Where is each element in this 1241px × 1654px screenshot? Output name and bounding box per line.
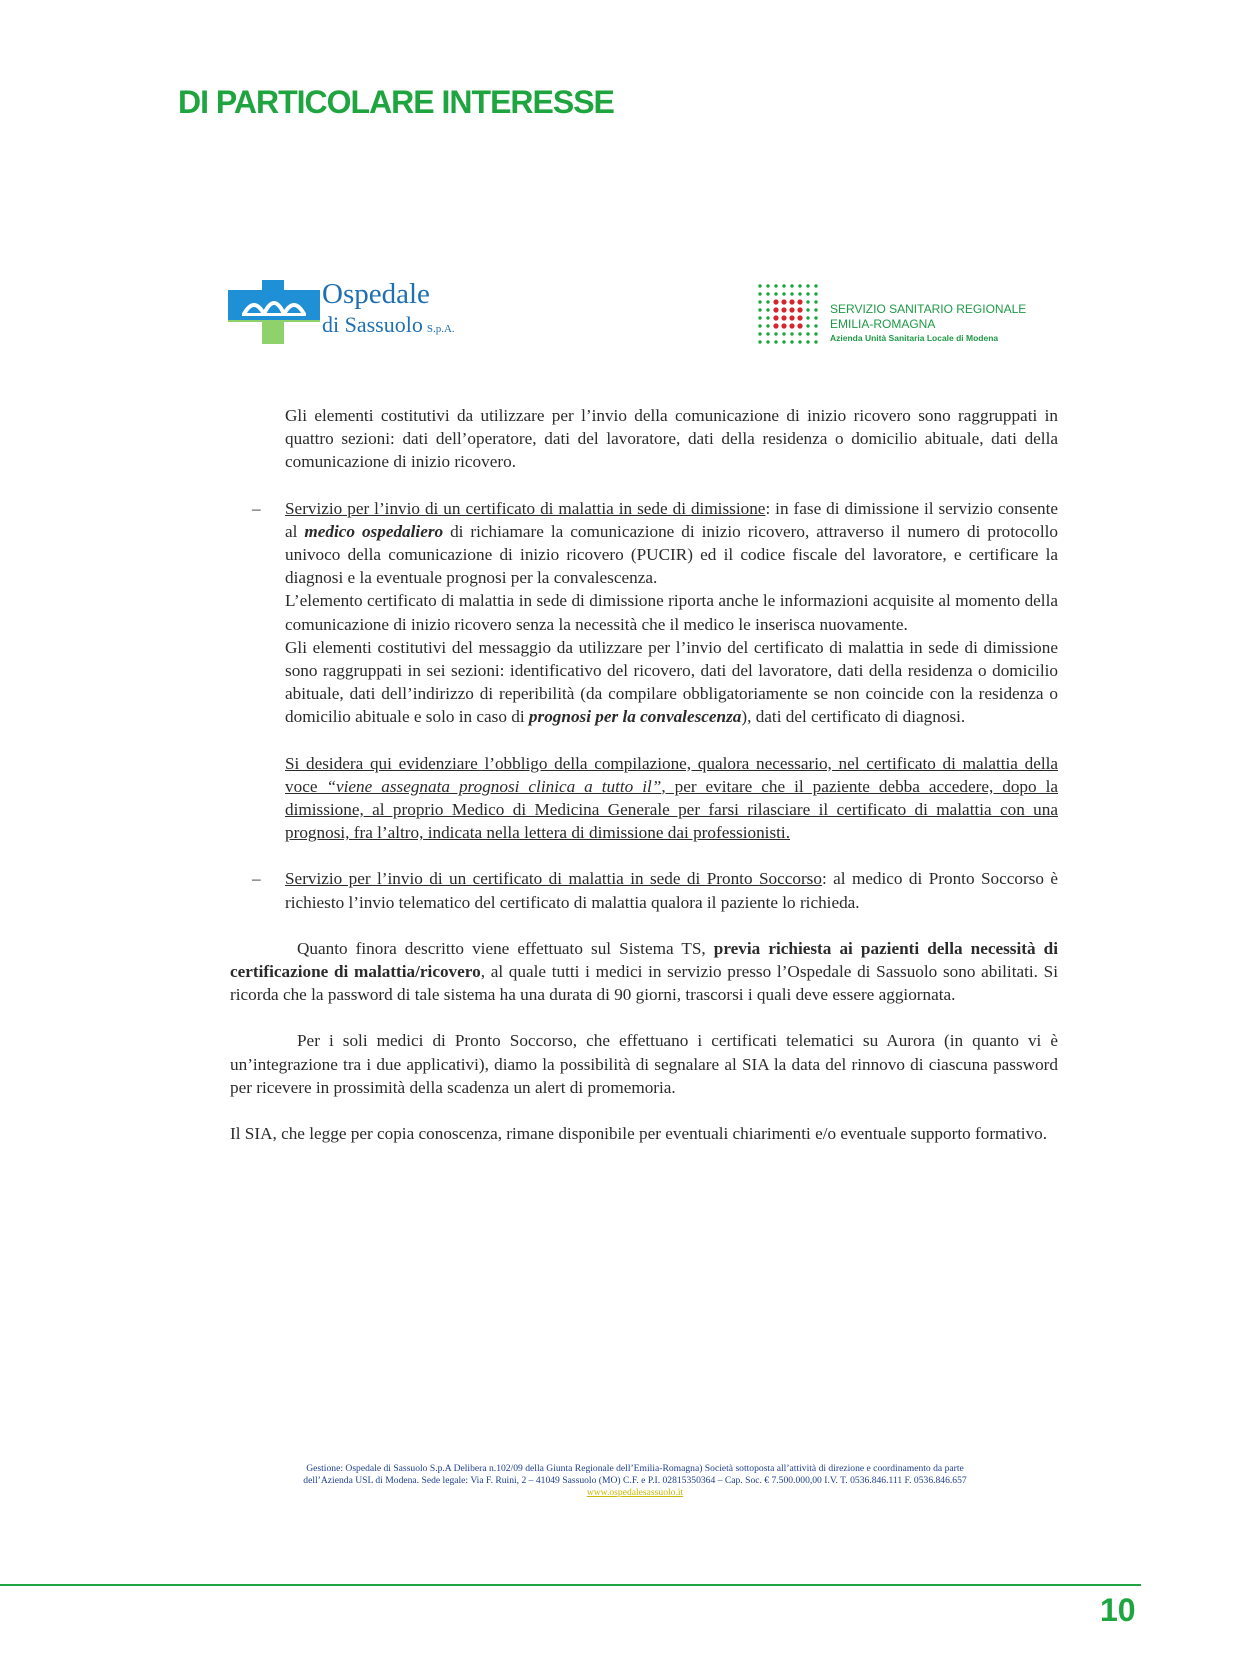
letterhead-footer <box>200 1463 1070 1499</box>
bullet-dimissione-text: Servizio per l’invio di un certificato di malattia in sede di dimissione: in fase di dimissione il servizio consente al medico ospedaliero di richiamare la comunicazione di inizio ricovero, attraverso il numero di protocollo univoco della comunicazione di inizio ricovero (PUCIR) ed il codice fiscale del lavoratore, e certificare la diagnosi e la eventuale prognosi per la convalescenza. <box>285 498 1058 588</box>
sia-paragraph: Il SIA, che legge per copia conoscenza, rimane disponibile per eventuali chiarimenti e/o eventuale supporto formativo. <box>230 1124 1048 1144</box>
logo-dot <box>789 307 794 312</box>
logo-dot <box>789 315 794 320</box>
bullet-dash: – <box>252 869 261 889</box>
logo-dot <box>790 292 793 295</box>
logo-dot <box>766 284 769 287</box>
logo-dot <box>781 299 786 304</box>
logo-dot <box>789 323 794 328</box>
pronto-soccorso-password-paragraph: Per i soli medici di Pronto Soccorso, che effettuano i certificati telematici su Aurora (in quanto vi è un’integrazione tra i due applicativi), diamo la possibilità di segnalare al SIA la data del rinnovo di ciascuna password per ricevere in prossimità della scadenza un alert di promemoria. <box>230 1031 1058 1097</box>
section-title: DI PARTICOLARE INTERESSE <box>178 84 614 120</box>
dimissione-paragraph-2: L’elemento certificato di malattia in sede di dimissione riporta anche le informazioni acquisite al momento della comunicazione di inizio ricovero senza la necessità che il medico le inserisca nuovamente. <box>285 591 1058 634</box>
bullet-dimissione <box>230 497 1058 845</box>
logo-dot <box>806 324 809 327</box>
intro-paragraph: Gli elementi costitutivi da utilizzare per l’invio della comunicazione di inizio ricovero sono raggruppati in quattro sezioni: dati dell’operatore, dati del lavoratore, dati della residenza o domicilio abituale, dati della comunicazione di inizio ricovero. <box>285 406 1058 472</box>
logo-dot <box>766 308 769 311</box>
logo-dot <box>814 316 817 319</box>
logo-dot <box>798 332 801 335</box>
logo-dot <box>797 323 802 328</box>
footer-rule <box>0 1584 1141 1586</box>
logo-dot <box>774 292 777 295</box>
logo-dot <box>814 292 817 295</box>
logo-dot <box>797 307 802 312</box>
dimissione-highlight-paragraph: Si desidera qui evidenziare l’obbligo della compilazione, qualora necessario, nel certificato di malattia della voce “viene assegnata prognosi clinica a tutto il”, per evitare che il paziente debba accedere, dopo la dimissione, al proprio Medico di Medicina Generale per farsi rilasciare il certificato di malattia con una prognosi, fra l’altro, indicata nella lettera di dimissione dai professionisti. <box>285 753 1058 843</box>
footer-line-1: Gestione: Ospedale di Sassuolo S.p.A Delibera n.102/09 della Giunta Regionale dell’Emilia-Romagna) Società sottoposta all’attività di direzione e coordinamento da parte <box>306 1463 964 1474</box>
logo-dot <box>782 292 785 295</box>
logo-dot <box>774 340 777 343</box>
logo-dot <box>758 340 761 343</box>
logo-dot <box>773 315 778 320</box>
logo-dot <box>758 316 761 319</box>
logo-dot <box>806 340 809 343</box>
logo-dot <box>814 332 817 335</box>
logo-dot <box>814 324 817 327</box>
logo-dot <box>814 308 817 311</box>
logo-dot <box>773 299 778 304</box>
logo-dot <box>766 316 769 319</box>
logo-dot <box>806 292 809 295</box>
ssr-azienda: Azienda Unità Sanitaria Locale di Modena <box>830 333 999 343</box>
bullet-pronto-soccorso-title: Servizio per l’invio di un certificato di malattia in sede di Pronto Soccorso <box>285 869 822 889</box>
logo-dot <box>782 332 785 335</box>
logo-dot <box>790 340 793 343</box>
logo-dot <box>814 284 817 287</box>
logo-dot <box>773 307 778 312</box>
ssr-name: SERVIZIO SANITARIO REGIONALE <box>830 302 1027 316</box>
logo-dot <box>781 315 786 320</box>
ssr-region: EMILIA-ROMAGNA <box>830 317 936 331</box>
regional-health-dot-logo-icon <box>756 282 820 346</box>
ospedale-sassuolo-logo <box>228 276 528 348</box>
footer-line-2: dell’Azienda USL di Modena. Sede legale: Via F. Ruini, 2 – 41049 Sassuolo (MO) C.F. e P.I. 02815350364 – Cap. Soc. € 7.500.000,00 I.V. T. 0536.846.111 F. 0536.846.657 <box>303 1475 967 1486</box>
logo-dot <box>790 284 793 287</box>
logo-subtitle: di Sassuolo S.p.A. <box>322 312 455 337</box>
logo-dot <box>773 323 778 328</box>
logo-dot <box>766 300 769 303</box>
logo-dot <box>774 284 777 287</box>
logo-dot <box>798 284 801 287</box>
logo-dot <box>814 340 817 343</box>
logo-dot <box>758 308 761 311</box>
logo-dot <box>790 332 793 335</box>
logo-dot <box>806 300 809 303</box>
logo-name: Ospedale <box>322 278 430 310</box>
logo-suffix: S.p.A. <box>426 323 455 335</box>
logo-dot <box>758 292 761 295</box>
logo-dot <box>758 300 761 303</box>
logo-dot <box>758 324 761 327</box>
logo-dot <box>782 284 785 287</box>
logo-dot <box>806 332 809 335</box>
page-number: 10 <box>1100 1592 1136 1628</box>
footer-website-link[interactable]: www.ospedalesassuolo.it <box>586 1487 684 1498</box>
bullet-pronto-soccorso-text: Servizio per l’invio di un certificato di malattia in sede di Pronto Soccorso: al medico di Pronto Soccorso è richiesto l’invio telematico del certificato di malattia qualora il paziente lo richieda. <box>285 869 1058 912</box>
logo-dot <box>758 332 761 335</box>
logo-dot <box>798 340 801 343</box>
logo-dot <box>797 315 802 320</box>
logo-dot <box>806 308 809 311</box>
logo-dot <box>782 340 785 343</box>
bullet-dash: – <box>252 498 261 518</box>
bullet-dimissione-title: Servizio per l’invio di un certificato di malattia in sede di dimissione <box>285 498 766 518</box>
logo-dot <box>766 332 769 335</box>
logo-dot <box>766 324 769 327</box>
logo-dot <box>814 300 817 303</box>
hospital-logo-icon <box>228 280 320 344</box>
bullet-pronto-soccorso <box>230 867 1058 913</box>
logo-dot <box>798 292 801 295</box>
logo-dot <box>806 316 809 319</box>
letter-body <box>230 404 1058 1145</box>
logo-dot <box>766 340 769 343</box>
logo-dot <box>758 284 761 287</box>
logo-dot <box>781 307 786 312</box>
dimissione-paragraph-3: Gli elementi costitutivi del messaggio da utilizzare per l’invio del certificato di malattia in sede di dimissione sono raggruppati in sei sezioni: identificativo del ricovero, dati del lavoratore, dati della residenza o domicilio abituale, dati dell’indirizzo di reperibilità (da compilare obbligatoriamente se non coincide con la residenza o domicilio abituale e solo in caso di prognosi per la convalescenza), dati del certificato di diagnosi. <box>285 637 1058 727</box>
logo-dot <box>797 299 802 304</box>
logo-dot <box>766 292 769 295</box>
servizio-sanitario-logo <box>756 282 1056 352</box>
sistema-ts-paragraph: Quanto finora descritto viene effettuato sul Sistema TS, previa richiesta ai pazienti della necessità di certificazione di malattia/ricovero, al quale tutti i medici in servizio presso l’Ospedale di Sassuolo sono abilitati. Si ricorda che la password di tale sistema ha una durata di 90 giorni, trascorsi i quali deve essere aggiornata. <box>230 938 1058 1005</box>
logo-dot <box>806 284 809 287</box>
logo-dot <box>774 332 777 335</box>
logo-dot <box>789 299 794 304</box>
logo-dot <box>781 323 786 328</box>
